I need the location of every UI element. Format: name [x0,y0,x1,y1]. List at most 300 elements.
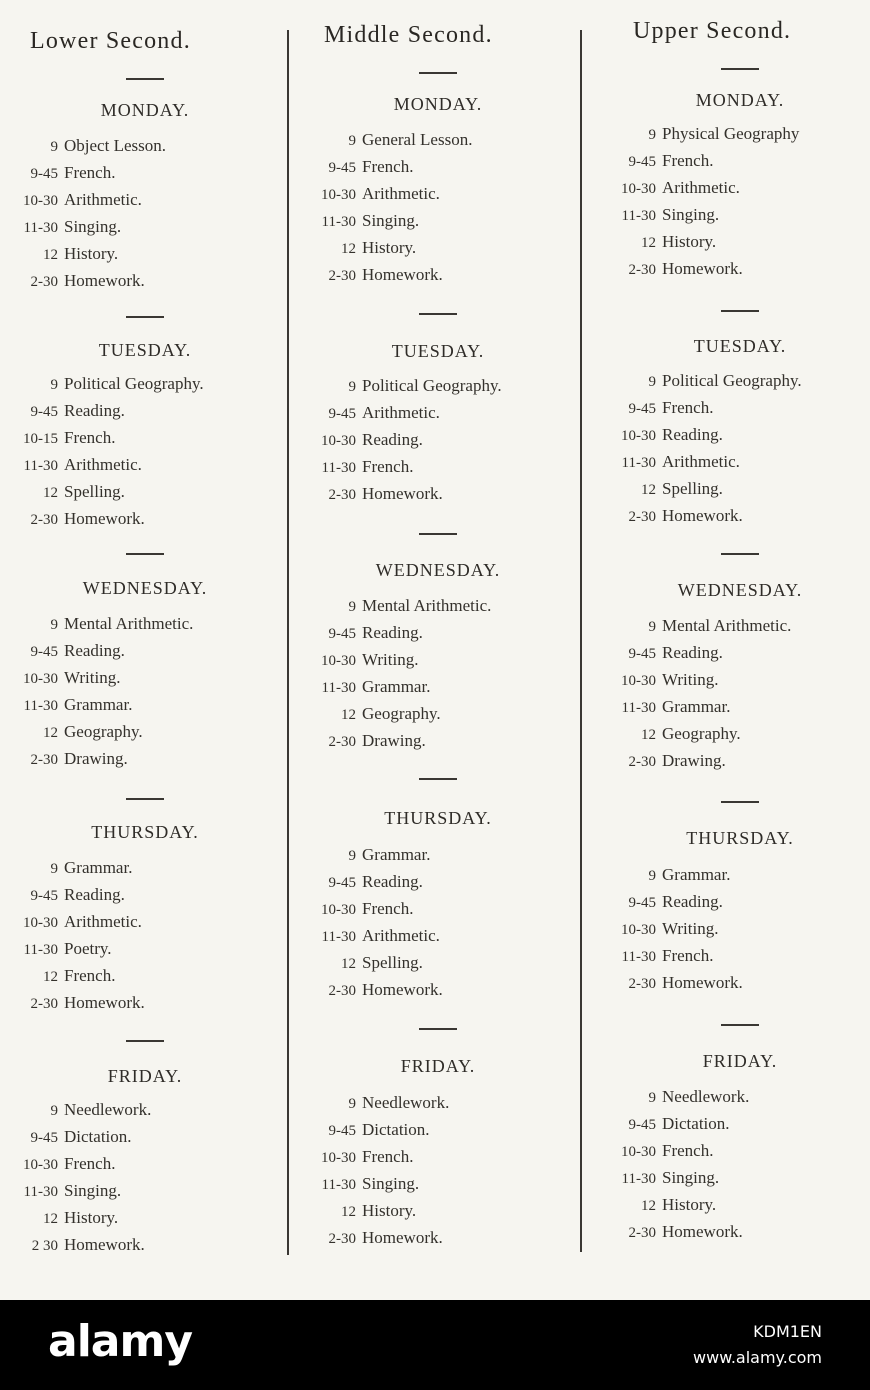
entry-time: 2-30 [30,512,58,528]
entry-time: 11-30 [621,1171,656,1187]
entry-time: 11-30 [23,942,58,958]
entry-time: 11-30 [621,208,656,224]
schedule-entry [300,403,440,423]
schedule-entry [300,677,430,697]
schedule-entry [300,265,443,285]
entry-time: 9-45 [328,875,356,891]
entry-time: 10-30 [321,187,356,203]
entry-subject: Mental Arithmetic. [362,596,492,615]
entry-time: 9 [648,374,656,390]
entry-time: 2-30 [628,754,656,770]
column-title: Middle Second. [324,22,493,48]
schedule-entry [2,455,142,475]
entry-time: 11-30 [23,1184,58,1200]
schedule-entry [600,919,718,939]
entry-subject: Reading. [362,623,423,642]
entry-time: 9-45 [628,646,656,662]
section-rule [126,316,164,318]
section-rule [419,313,457,315]
alamy-logo: alamy [48,1316,192,1367]
schedule-entry [2,939,112,959]
entry-subject: Drawing. [662,751,726,770]
section-rule [721,1024,759,1026]
entry-subject: History. [64,244,119,263]
entry-time: 9-45 [30,404,58,420]
schedule-entry [600,425,723,445]
entry-subject: French. [64,1154,116,1173]
schedule-entry [300,238,416,258]
entry-subject: Dictation. [362,1120,430,1139]
entry-time: 12 [43,247,58,263]
entry-subject: Grammar. [64,858,133,877]
day-heading: WEDNESDAY. [677,580,803,600]
schedule-entry [600,452,740,472]
entry-time: 9-45 [628,401,656,417]
schedule-entry [600,1114,730,1134]
section-rule [721,553,759,555]
schedule-entry [2,668,120,688]
entry-subject: Homework. [362,980,443,999]
entry-time: 2-30 [328,734,356,750]
entry-subject: Spelling. [64,482,125,501]
entry-subject: Arithmetic. [64,912,142,931]
entry-subject: Spelling. [362,953,423,972]
entry-time: 9 [348,379,356,395]
schedule-entry [2,966,115,986]
schedule-entry [300,596,491,616]
entry-time: 9-45 [328,1123,356,1139]
section-rule [126,553,164,555]
schedule-entry [300,953,423,973]
schedule-entry [600,946,713,966]
column-divider-left [287,30,289,1255]
entry-time: 12 [341,956,356,972]
entry-subject: Dictation. [662,1114,730,1133]
entry-time: 12 [43,1211,58,1227]
schedule-entry [600,670,718,690]
schedule-entry [600,151,713,171]
entry-subject: Needlework. [64,1100,152,1119]
schedule-entry [300,484,443,504]
entry-subject: Writing. [662,670,719,689]
schedule-entry [2,1154,115,1174]
entry-subject: Dictation. [64,1127,132,1146]
entry-subject: Singing. [64,217,122,236]
day-heading: WEDNESDAY. [82,578,208,598]
schedule-entry [300,376,502,396]
section-rule [721,310,759,312]
entry-time: 11-30 [321,929,356,945]
entry-time: 2 30 [31,1238,58,1254]
entry-subject: History. [662,232,717,251]
schedule-entry [300,1174,419,1194]
entry-time: 9 [348,133,356,149]
entry-subject: Spelling. [662,479,723,498]
entry-time: 9-45 [628,1117,656,1133]
entry-subject: Mental Arithmetic. [662,616,792,635]
entry-time: 10-15 [23,431,58,447]
entry-subject: Homework. [64,509,145,528]
entry-subject: Arithmetic. [64,190,142,209]
schedule-entry [2,1208,118,1228]
day-heading: MONDAY. [100,100,190,120]
entry-time: 11-30 [321,214,356,230]
image-id: KDM1EN [753,1322,822,1341]
entry-subject: Homework. [362,265,443,284]
entry-subject: Mental Arithmetic. [64,614,194,633]
schedule-entry [2,641,125,661]
entry-time: 11-30 [621,455,656,471]
entry-time: 9 [648,619,656,635]
entry-subject: Arithmetic. [662,178,740,197]
schedule-entry [600,205,719,225]
entry-time: 2-30 [328,268,356,284]
entry-time: 12 [43,969,58,985]
entry-time: 2-30 [30,274,58,290]
entry-time: 9 [50,1103,58,1119]
entry-time: 9-45 [328,626,356,642]
entry-time: 9-45 [30,644,58,660]
schedule-entry [300,1093,449,1113]
entry-subject: Grammar. [662,865,731,884]
day-heading: THURSDAY. [686,828,794,848]
entry-time: 10-30 [23,671,58,687]
entry-subject: Homework. [362,484,443,503]
entry-time: 10-30 [321,902,356,918]
schedule-entry [600,1222,743,1242]
entry-time: 9 [50,861,58,877]
schedule-entry [600,1087,749,1107]
day-heading: TUESDAY. [693,336,787,356]
day-heading: FRIDAY. [702,1051,778,1071]
entry-time: 2-30 [628,262,656,278]
entry-time: 10-30 [621,428,656,444]
entry-subject: French. [662,1141,714,1160]
entry-time: 9 [50,617,58,633]
schedule-entry [300,650,418,670]
entry-time: 10-30 [621,1144,656,1160]
column-title: Lower Second. [30,28,191,54]
entry-subject: Grammar. [662,697,731,716]
schedule-entry [2,858,132,878]
entry-time: 9 [50,139,58,155]
schedule-entry [2,722,143,742]
schedule-entry [600,259,743,279]
entry-subject: Writing. [362,650,419,669]
entry-time: 2-30 [30,752,58,768]
schedule-entry [600,973,743,993]
day-heading: FRIDAY. [107,1066,183,1086]
entry-subject: Drawing. [362,731,426,750]
entry-subject: French. [662,151,714,170]
day-heading: MONDAY. [393,94,483,114]
entry-subject: General Lesson. [362,130,473,149]
entry-time: 12 [43,725,58,741]
entry-subject: Reading. [662,643,723,662]
schedule-entry [300,457,413,477]
schedule-entry [300,872,423,892]
schedule-entry [600,178,740,198]
schedule-entry [600,1168,719,1188]
schedule-entry [300,980,443,1000]
entry-time: 11-30 [321,680,356,696]
entry-time: 9-45 [30,166,58,182]
entry-subject: Reading. [64,641,125,660]
entry-time: 9 [648,1090,656,1106]
entry-subject: Writing. [64,668,121,687]
entry-time: 9-45 [328,406,356,422]
entry-subject: Reading. [362,430,423,449]
entry-time: 9 [648,868,656,884]
schedule-entry [2,401,125,421]
entry-time: 9-45 [628,895,656,911]
schedule-entry [2,885,125,905]
schedule-entry [2,374,204,394]
schedule-entry [600,1195,716,1215]
column-divider-right [580,30,582,1252]
schedule-entry [300,731,426,751]
section-rule [419,778,457,780]
entry-time: 12 [341,1204,356,1220]
schedule-entry [600,643,723,663]
schedule-entry [300,130,472,150]
entry-time: 10-30 [23,915,58,931]
schedule-entry [300,1120,430,1140]
schedule-entry [2,1181,121,1201]
entry-subject: Homework. [662,259,743,278]
entry-subject: Object Lesson. [64,136,166,155]
section-rule [126,1040,164,1042]
entry-subject: Arithmetic. [362,184,440,203]
schedule-entry [2,190,142,210]
schedule-entry [2,1100,151,1120]
day-heading: MONDAY. [695,90,785,110]
schedule-entry [300,926,440,946]
entry-time: 11-30 [23,220,58,236]
schedule-entry [600,865,730,885]
schedule-entry [600,697,730,717]
entry-subject: Political Geography. [362,376,502,395]
schedule-entry [600,616,791,636]
entry-subject: Drawing. [64,749,128,768]
schedule-entry [2,217,121,237]
schedule-entry [2,163,115,183]
entry-subject: French. [64,163,116,182]
entry-subject: Singing. [662,1168,720,1187]
entry-subject: Singing. [362,211,420,230]
schedule-entry [2,136,166,156]
schedule-entry [2,614,193,634]
schedule-entry [300,184,440,204]
schedule-entry [300,157,413,177]
entry-time: 10-30 [621,181,656,197]
entry-subject: History. [362,1201,417,1220]
section-rule [721,801,759,803]
entry-subject: Reading. [662,892,723,911]
schedule-entry [2,509,145,529]
day-heading: FRIDAY. [400,1056,476,1076]
entry-time: 12 [641,482,656,498]
entry-subject: Grammar. [362,845,431,864]
entry-time: 12 [341,241,356,257]
entry-subject: French. [64,428,116,447]
schedule-entry [2,482,125,502]
schedule-entry [2,749,128,769]
schedule-entry [600,124,799,144]
entry-subject: Arithmetic. [362,403,440,422]
entry-subject: Homework. [662,1222,743,1241]
schedule-entry [300,704,441,724]
entry-subject: French. [362,157,414,176]
schedule-entry [600,892,723,912]
day-heading: THURSDAY. [384,808,492,828]
entry-subject: French. [662,398,714,417]
entry-subject: Reading. [662,425,723,444]
entry-time: 11-30 [23,458,58,474]
entry-subject: Grammar. [362,677,431,696]
schedule-entry [600,479,723,499]
entry-subject: History. [64,1208,119,1227]
entry-time: 9-45 [30,888,58,904]
entry-time: 9 [348,848,356,864]
entry-subject: Homework. [64,1235,145,1254]
entry-time: 10-30 [621,922,656,938]
day-heading: TUESDAY. [391,341,485,361]
schedule-entry [300,1147,413,1167]
entry-subject: Reading. [362,872,423,891]
entry-subject: Reading. [64,885,125,904]
entry-time: 12 [641,1198,656,1214]
entry-time: 9 [348,1096,356,1112]
entry-subject: Geography. [362,704,441,723]
schedule-entry [2,912,142,932]
schedule-entry [300,623,423,643]
entry-subject: Singing. [64,1181,122,1200]
entry-subject: Needlework. [362,1093,450,1112]
entry-time: 12 [641,727,656,743]
entry-time: 9 [348,599,356,615]
day-heading: TUESDAY. [98,340,192,360]
entry-subject: Homework. [362,1228,443,1247]
entry-subject: Writing. [662,919,719,938]
schedule-entry [2,1235,145,1255]
entry-subject: Geography. [662,724,741,743]
entry-time: 11-30 [321,460,356,476]
schedule-entry [2,244,118,264]
schedule-entry [600,371,802,391]
entry-time: 10-30 [321,653,356,669]
entry-subject: Grammar. [64,695,133,714]
entry-subject: Arithmetic. [362,926,440,945]
entry-time: 9-45 [328,160,356,176]
entry-subject: Political Geography. [64,374,204,393]
schedule-entry [300,1201,416,1221]
entry-subject: French. [662,946,714,965]
entry-subject: Homework. [64,993,145,1012]
entry-subject: Physical Geography [662,124,800,143]
schedule-entry [600,724,741,744]
section-rule [126,78,164,80]
schedule-entry [300,430,423,450]
entry-time: 9 [50,377,58,393]
section-rule [419,1028,457,1030]
entry-time: 10-30 [23,193,58,209]
schedule-entry [300,899,413,919]
day-heading: THURSDAY. [91,822,199,842]
section-rule [419,533,457,535]
entry-time: 10-30 [321,433,356,449]
schedule-entry [600,232,716,252]
entry-subject: Arithmetic. [64,455,142,474]
entry-time: 12 [43,485,58,501]
entry-time: 2-30 [328,983,356,999]
entry-time: 12 [341,707,356,723]
schedule-entry [2,695,132,715]
entry-time: 2-30 [628,509,656,525]
entry-subject: French. [362,899,414,918]
entry-subject: Reading. [64,401,125,420]
schedule-entry [300,211,419,231]
schedule-entry [600,751,726,771]
section-rule [126,798,164,800]
entry-time: 2-30 [628,976,656,992]
entry-subject: French. [362,457,414,476]
schedule-entry [600,1141,713,1161]
entry-time: 2-30 [628,1225,656,1241]
entry-subject: History. [662,1195,717,1214]
entry-time: 9 [648,127,656,143]
entry-time: 10-30 [621,673,656,689]
entry-subject: History. [362,238,417,257]
schedule-entry [300,1228,443,1248]
schedule-entry [2,428,115,448]
entry-subject: Needlework. [662,1087,750,1106]
entry-subject: Homework. [64,271,145,290]
site-url: www.alamy.com [693,1348,822,1367]
entry-subject: Singing. [662,205,720,224]
entry-time: 11-30 [621,949,656,965]
entry-time: 11-30 [23,698,58,714]
entry-time: 10-30 [23,1157,58,1173]
column-title: Upper Second. [633,18,792,44]
schedule-entry [2,993,145,1013]
entry-time: 11-30 [621,700,656,716]
entry-time: 2-30 [328,487,356,503]
section-rule [721,68,759,70]
schedule-entry [600,506,743,526]
entry-subject: Homework. [662,973,743,992]
schedule-entry [300,845,430,865]
entry-time: 9-45 [30,1130,58,1146]
entry-time: 11-30 [321,1177,356,1193]
entry-time: 2-30 [328,1231,356,1247]
entry-time: 10-30 [321,1150,356,1166]
section-rule [419,72,457,74]
day-heading: WEDNESDAY. [375,560,501,580]
entry-time: 12 [641,235,656,251]
schedule-entry [2,271,145,291]
entry-time: 2-30 [30,996,58,1012]
schedule-entry [2,1127,132,1147]
entry-subject: Arithmetic. [662,452,740,471]
entry-time: 9-45 [628,154,656,170]
entry-subject: Singing. [362,1174,420,1193]
entry-subject: French. [64,966,116,985]
entry-subject: French. [362,1147,414,1166]
entry-subject: Geography. [64,722,143,741]
entry-subject: Poetry. [64,939,112,958]
entry-subject: Political Geography. [662,371,802,390]
